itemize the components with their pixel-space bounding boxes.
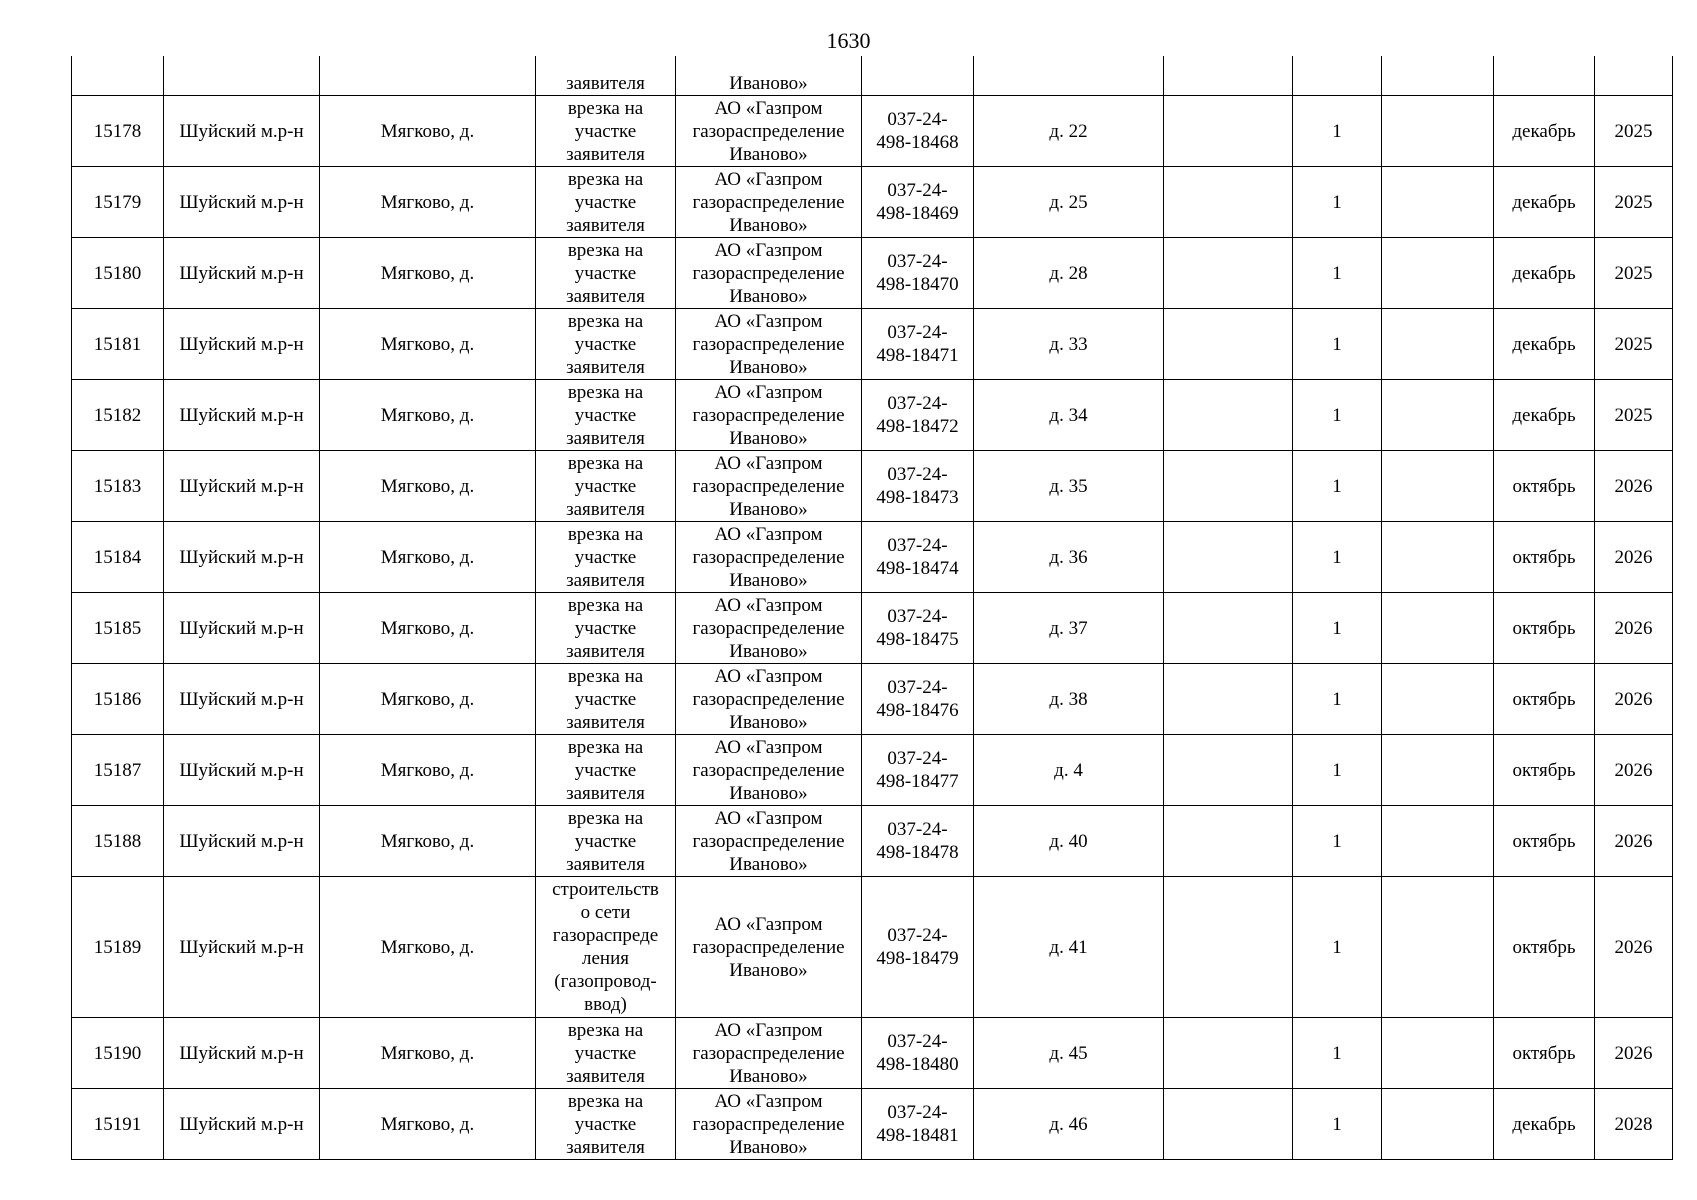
cell-empty <box>1382 167 1494 238</box>
cell-work-type: врезка на участке заявителя <box>536 593 676 664</box>
cell-district: Шуйский м.р-н <box>164 380 320 451</box>
cell-empty <box>1164 1089 1293 1160</box>
cell-year: 2026 <box>1595 806 1673 877</box>
cell-year: 2026 <box>1595 877 1673 1018</box>
cell-qty: 1 <box>1293 522 1382 593</box>
cell-district: Шуйский м.р-н <box>164 167 320 238</box>
cell-qty: 1 <box>1293 593 1382 664</box>
table-row <box>72 1089 1673 1160</box>
cell-code: 037-24- 498-18470 <box>862 238 974 309</box>
cell-month: декабрь <box>1494 238 1595 309</box>
cell-empty <box>1164 56 1293 96</box>
table-row <box>72 380 1673 451</box>
cell-code: 037-24- 498-18481 <box>862 1089 974 1160</box>
cell-year <box>1595 56 1673 96</box>
cell-settlement: Мягково, д. <box>320 167 536 238</box>
cell-settlement: Мягково, д. <box>320 1018 536 1089</box>
cell-district: Шуйский м.р-н <box>164 877 320 1018</box>
cell-month: декабрь <box>1494 1089 1595 1160</box>
cell-year: 2026 <box>1595 664 1673 735</box>
cell-work-type: строительств о сети газораспреде ления (газопровод- ввод) <box>536 877 676 1018</box>
cell-empty <box>1164 877 1293 1018</box>
cell-settlement: Мягково, д. <box>320 593 536 664</box>
cell-month: октябрь <box>1494 1018 1595 1089</box>
cell-code: 037-24- 498-18480 <box>862 1018 974 1089</box>
cell-organization: АО «Газпром газораспределение Иваново» <box>676 593 862 664</box>
cell-empty <box>1382 238 1494 309</box>
cell-code: 037-24- 498-18475 <box>862 593 974 664</box>
cell-work-type: врезка на участке заявителя <box>536 806 676 877</box>
cell-qty: 1 <box>1293 1018 1382 1089</box>
cell-code <box>862 56 974 96</box>
cell-id: 15191 <box>72 1089 164 1160</box>
cell-code: 037-24- 498-18473 <box>862 451 974 522</box>
cell-empty <box>1382 1089 1494 1160</box>
cell-organization: АО «Газпром газораспределение Иваново» <box>676 735 862 806</box>
cell-year: 2026 <box>1595 1018 1673 1089</box>
cell-month: декабрь <box>1494 380 1595 451</box>
cell-empty <box>1164 1018 1293 1089</box>
cell-work-type: врезка на участке заявителя <box>536 96 676 167</box>
cell-house: д. 4 <box>974 735 1164 806</box>
cell-year: 2028 <box>1595 1089 1673 1160</box>
cell-settlement: Мягково, д. <box>320 806 536 877</box>
page-number: 1630 <box>826 28 871 53</box>
cell-empty <box>1382 56 1494 96</box>
cell-work-type: врезка на участке заявителя <box>536 735 676 806</box>
cell-month: октябрь <box>1494 877 1595 1018</box>
cell-work-type: врезка на участке заявителя <box>536 238 676 309</box>
table-body <box>72 56 1673 1160</box>
cell-work-type: врезка на участке заявителя <box>536 1018 676 1089</box>
cell-code: 037-24- 498-18468 <box>862 96 974 167</box>
cell-id: 15181 <box>72 309 164 380</box>
cell-work-type: врезка на участке заявителя <box>536 167 676 238</box>
cell-code: 037-24- 498-18478 <box>862 806 974 877</box>
cell-settlement: Мягково, д. <box>320 877 536 1018</box>
cell-settlement: Мягково, д. <box>320 96 536 167</box>
table-row <box>72 309 1673 380</box>
cell-code: 037-24- 498-18472 <box>862 380 974 451</box>
cell-district: Шуйский м.р-н <box>164 1089 320 1160</box>
cell-work-type: врезка на участке заявителя <box>536 451 676 522</box>
cell-month: октябрь <box>1494 735 1595 806</box>
cell-id: 15185 <box>72 593 164 664</box>
cell-district: Шуйский м.р-н <box>164 664 320 735</box>
cell-code: 037-24- 498-18476 <box>862 664 974 735</box>
continuation-row <box>72 56 1673 96</box>
cell-organization: АО «Газпром газораспределение Иваново» <box>676 522 862 593</box>
cell-month: декабрь <box>1494 96 1595 167</box>
cell-work-type: врезка на участке заявителя <box>536 1089 676 1160</box>
cell-empty <box>1164 593 1293 664</box>
cell-empty <box>1164 167 1293 238</box>
cell-empty <box>1382 96 1494 167</box>
cell-organization: АО «Газпром газораспределение Иваново» <box>676 877 862 1018</box>
cell-empty <box>1382 735 1494 806</box>
cell-id: 15188 <box>72 806 164 877</box>
cell-district: Шуйский м.р-н <box>164 735 320 806</box>
cell-code: 037-24- 498-18479 <box>862 877 974 1018</box>
cell-qty: 1 <box>1293 96 1382 167</box>
cell-month: октябрь <box>1494 593 1595 664</box>
cell-district: Шуйский м.р-н <box>164 309 320 380</box>
cell-organization: АО «Газпром газораспределение Иваново» <box>676 380 862 451</box>
cell-empty <box>1382 380 1494 451</box>
cell-empty <box>1382 451 1494 522</box>
cell-month: октябрь <box>1494 522 1595 593</box>
cell-district: Шуйский м.р-н <box>164 96 320 167</box>
cell-work-type: врезка на участке заявителя <box>536 522 676 593</box>
cell-settlement: Мягково, д. <box>320 664 536 735</box>
cell-id: 15186 <box>72 664 164 735</box>
cell-id: 15187 <box>72 735 164 806</box>
cell-house: д. 25 <box>974 167 1164 238</box>
cell-qty: 1 <box>1293 1089 1382 1160</box>
cell-year: 2026 <box>1595 735 1673 806</box>
cell-id: 15183 <box>72 451 164 522</box>
cell-year: 2025 <box>1595 238 1673 309</box>
cell-qty: 1 <box>1293 806 1382 877</box>
cell-settlement: Мягково, д. <box>320 451 536 522</box>
cell-month: октябрь <box>1494 806 1595 877</box>
cell-house: д. 40 <box>974 806 1164 877</box>
cell-house: д. 45 <box>974 1018 1164 1089</box>
cell-district <box>164 56 320 96</box>
cell-empty <box>1164 309 1293 380</box>
cell-month: октябрь <box>1494 664 1595 735</box>
cell-district: Шуйский м.р-н <box>164 238 320 309</box>
cell-empty <box>1382 877 1494 1018</box>
cell-work-type: врезка на участке заявителя <box>536 380 676 451</box>
cell-district: Шуйский м.р-н <box>164 806 320 877</box>
cell-code: 037-24- 498-18471 <box>862 309 974 380</box>
cell-empty <box>1164 380 1293 451</box>
cell-code: 037-24- 498-18474 <box>862 522 974 593</box>
cell-organization: АО «Газпром газораспределение Иваново» <box>676 167 862 238</box>
cell-house: д. 22 <box>974 96 1164 167</box>
cell-settlement <box>320 56 536 96</box>
cell-district: Шуйский м.р-н <box>164 593 320 664</box>
cell-house: д. 34 <box>974 380 1164 451</box>
cell-organization: Иваново» <box>676 56 862 96</box>
cell-qty: 1 <box>1293 664 1382 735</box>
cell-qty: 1 <box>1293 451 1382 522</box>
cell-settlement: Мягково, д. <box>320 380 536 451</box>
cell-house: д. 33 <box>974 309 1164 380</box>
cell-code: 037-24- 498-18469 <box>862 167 974 238</box>
cell-id <box>72 56 164 96</box>
cell-id: 15189 <box>72 877 164 1018</box>
cell-organization: АО «Газпром газораспределение Иваново» <box>676 238 862 309</box>
cell-month <box>1494 56 1595 96</box>
cell-empty <box>1164 664 1293 735</box>
cell-empty <box>1164 522 1293 593</box>
cell-empty <box>1164 96 1293 167</box>
cell-settlement: Мягково, д. <box>320 735 536 806</box>
cell-house: д. 37 <box>974 593 1164 664</box>
cell-empty <box>1382 1018 1494 1089</box>
cell-id: 15184 <box>72 522 164 593</box>
cell-house <box>974 56 1164 96</box>
cell-organization: АО «Газпром газораспределение Иваново» <box>676 309 862 380</box>
cell-house: д. 41 <box>974 877 1164 1018</box>
cell-empty <box>1382 664 1494 735</box>
table-row <box>72 1018 1673 1089</box>
cell-empty <box>1164 238 1293 309</box>
cell-qty: 1 <box>1293 735 1382 806</box>
cell-id: 15190 <box>72 1018 164 1089</box>
cell-work-type: заявителя <box>536 56 676 96</box>
cell-empty <box>1164 735 1293 806</box>
cell-organization: АО «Газпром газораспределение Иваново» <box>676 1089 862 1160</box>
table-row <box>72 735 1673 806</box>
table-row <box>72 593 1673 664</box>
cell-id: 15180 <box>72 238 164 309</box>
cell-house: д. 38 <box>974 664 1164 735</box>
cell-house: д. 35 <box>974 451 1164 522</box>
cell-month: декабрь <box>1494 309 1595 380</box>
cell-district: Шуйский м.р-н <box>164 451 320 522</box>
cell-empty <box>1164 451 1293 522</box>
cell-year: 2026 <box>1595 593 1673 664</box>
cell-district: Шуйский м.р-н <box>164 522 320 593</box>
cell-settlement: Мягково, д. <box>320 309 536 380</box>
cell-qty: 1 <box>1293 238 1382 309</box>
cell-work-type: врезка на участке заявителя <box>536 309 676 380</box>
cell-qty: 1 <box>1293 167 1382 238</box>
cell-month: декабрь <box>1494 167 1595 238</box>
cell-year: 2025 <box>1595 96 1673 167</box>
cell-year: 2025 <box>1595 309 1673 380</box>
cell-empty <box>1164 806 1293 877</box>
table-row <box>72 96 1673 167</box>
cell-organization: АО «Газпром газораспределение Иваново» <box>676 96 862 167</box>
table-row <box>72 664 1673 735</box>
cell-empty <box>1382 522 1494 593</box>
cell-month: октябрь <box>1494 451 1595 522</box>
cell-qty: 1 <box>1293 877 1382 1018</box>
cell-year: 2026 <box>1595 451 1673 522</box>
cell-organization: АО «Газпром газораспределение Иваново» <box>676 1018 862 1089</box>
cell-settlement: Мягково, д. <box>320 522 536 593</box>
cell-empty <box>1382 806 1494 877</box>
cell-settlement: Мягково, д. <box>320 238 536 309</box>
registry-table <box>71 56 1673 1160</box>
cell-empty <box>1382 593 1494 664</box>
cell-qty <box>1293 56 1382 96</box>
cell-organization: АО «Газпром газораспределение Иваново» <box>676 806 862 877</box>
cell-id: 15179 <box>72 167 164 238</box>
cell-code: 037-24- 498-18477 <box>862 735 974 806</box>
table-row <box>72 167 1673 238</box>
table-row <box>72 238 1673 309</box>
cell-district: Шуйский м.р-н <box>164 1018 320 1089</box>
cell-qty: 1 <box>1293 309 1382 380</box>
cell-id: 15178 <box>72 96 164 167</box>
cell-organization: АО «Газпром газораспределение Иваново» <box>676 664 862 735</box>
cell-house: д. 36 <box>974 522 1164 593</box>
cell-work-type: врезка на участке заявителя <box>536 664 676 735</box>
cell-id: 15182 <box>72 380 164 451</box>
cell-year: 2026 <box>1595 522 1673 593</box>
cell-qty: 1 <box>1293 380 1382 451</box>
table-row <box>72 522 1673 593</box>
cell-settlement: Мягково, д. <box>320 1089 536 1160</box>
cell-organization: АО «Газпром газораспределение Иваново» <box>676 451 862 522</box>
cell-year: 2025 <box>1595 167 1673 238</box>
cell-house: д. 28 <box>974 238 1164 309</box>
table-row <box>72 806 1673 877</box>
cell-house: д. 46 <box>974 1089 1164 1160</box>
cell-empty <box>1382 309 1494 380</box>
cell-year: 2025 <box>1595 380 1673 451</box>
table-row <box>72 877 1673 1018</box>
table-row <box>72 451 1673 522</box>
